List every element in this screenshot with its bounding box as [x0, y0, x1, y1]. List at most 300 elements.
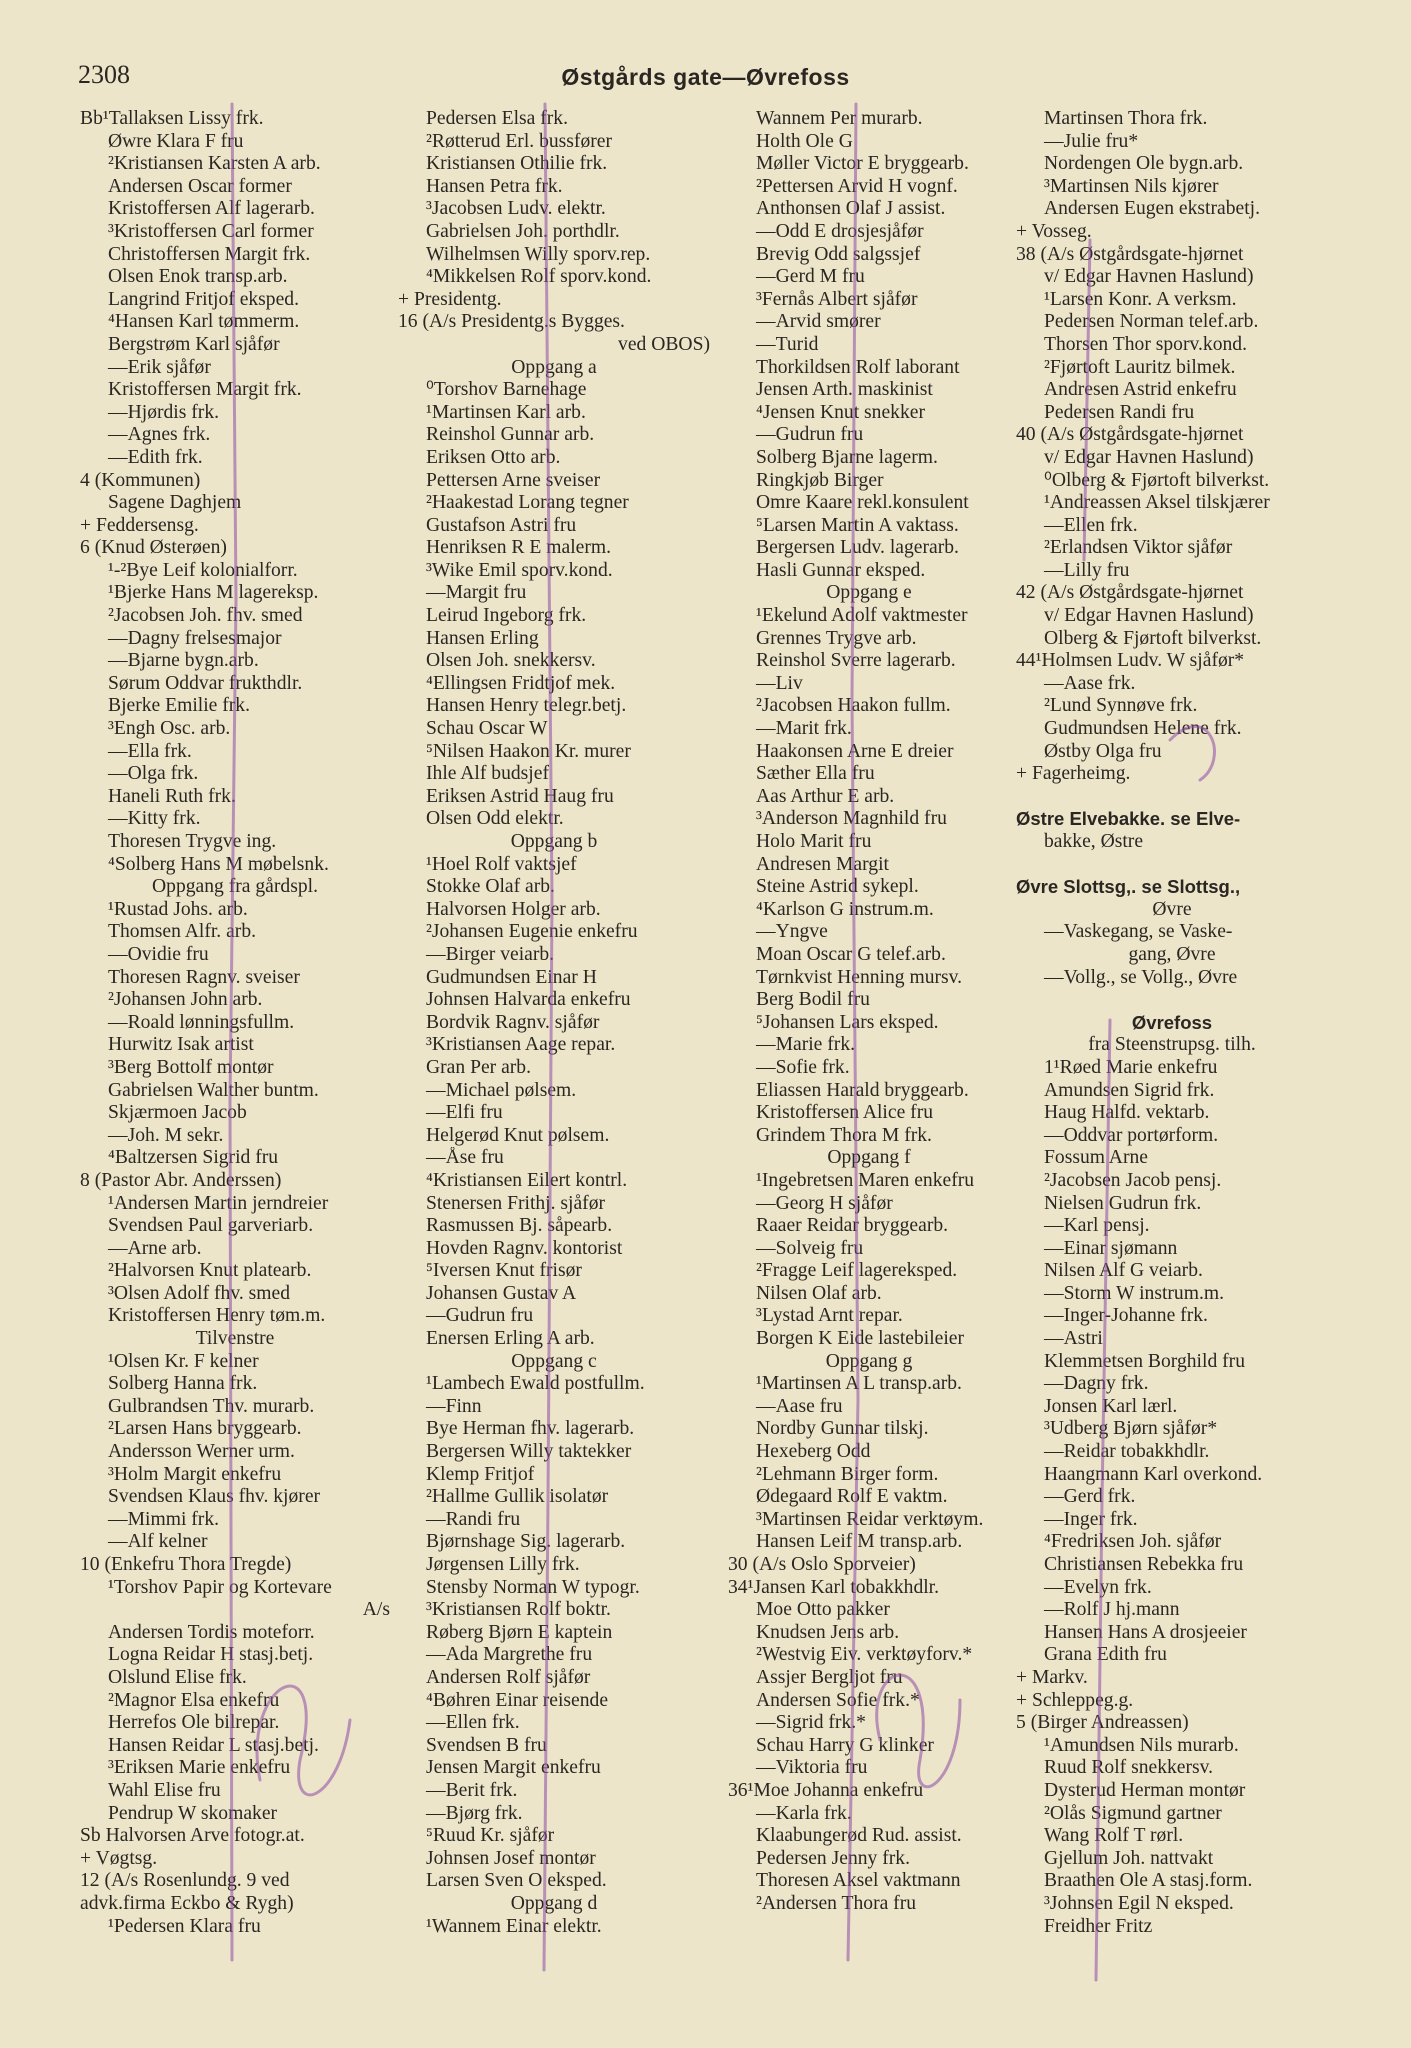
directory-entry: Østby Olga fru	[1044, 740, 1162, 762]
directory-entry: Svendsen Paul garveriarb.	[108, 1215, 314, 1237]
directory-entry: Nilsen Alf G veiarb.	[1044, 1260, 1203, 1282]
directory-entry: ¹-²Bye Leif kolonialforr.	[108, 559, 298, 581]
directory-entry: Andersen Rolf sjåfør	[426, 1666, 591, 1688]
directory-entry: ²Kristiansen Karsten A arb.	[108, 153, 321, 175]
directory-entry: Schau Harry G klinker	[756, 1734, 934, 1756]
directory-entry: ⁴Fredriksen Joh. sjåfør	[1044, 1531, 1222, 1553]
directory-entry: Pedersen Elsa frk.	[426, 108, 569, 129]
directory-entry: —Evelyn frk.	[1044, 1576, 1152, 1598]
directory-entry: ⁴Solberg Hans M møbelsnk.	[108, 853, 329, 875]
directory-entry: A/s	[362, 1599, 390, 1621]
directory-entry: ⁵Johansen Lars eksped.	[756, 1011, 939, 1033]
directory-entry: —Edith frk.	[108, 446, 203, 468]
directory-entry: Gran Per arb.	[426, 1056, 532, 1078]
directory-entry: Stokke Olaf arb.	[426, 876, 555, 898]
directory-entry: ¹Pedersen Klara fru	[108, 1915, 261, 1937]
directory-entry: Thoresen Aksel vaktmann	[756, 1870, 961, 1892]
directory-entry: Ruud Rolf snekkersv.	[1044, 1757, 1214, 1779]
directory-entry: Øvrefoss	[1131, 1011, 1213, 1033]
directory-entry: 36¹Moe Johanna enkefru	[728, 1779, 924, 1801]
directory-entry: 40 (A/s Østgårdsgate-hjørnet	[1016, 424, 1244, 446]
directory-entry: —Bjørg frk.	[426, 1802, 523, 1824]
directory-entry: ¹Bjerke Hans M lagereksp.	[108, 582, 319, 604]
directory-entry: —Viktoria fru	[756, 1757, 868, 1779]
directory-entry: Bb¹Tallaksen Lissy frk.	[80, 108, 264, 129]
directory-entry: ²Røtterud Erl. bussfører	[426, 130, 612, 152]
directory-entry: ²Lehmann Birger form.	[756, 1463, 939, 1485]
directory-entry: Skjærmoen Jacob	[108, 1102, 247, 1124]
directory-entry: Oppgang e	[826, 582, 912, 604]
directory-entry: Sb Halvorsen Arve fotogr.at.	[80, 1825, 305, 1847]
directory-entry: Svendsen Klaus fhv. kjører	[108, 1486, 321, 1508]
directory-entry: Nordengen Ole bygn.arb.	[1044, 153, 1244, 175]
directory-entry: —Georg H sjåfør	[756, 1192, 893, 1214]
directory-entry: —Lilly fru	[1044, 559, 1130, 581]
directory-entry: Grennes Trygve arb.	[756, 627, 917, 649]
directory-entry: Braathen Ole A stasj.form.	[1044, 1870, 1253, 1892]
directory-entry: ²Erlandsen Viktor sjåfør	[1044, 537, 1233, 559]
directory-entry: ⁰Olberg & Fjørtoft bilverkst.	[1044, 469, 1270, 491]
directory-entry: —Vaskegang, se Vaske-	[1044, 921, 1233, 943]
directory-entry: ²Andersen Thora fru	[756, 1892, 917, 1914]
directory-entry: —Arne arb.	[108, 1237, 202, 1259]
directory-entry: Holo Marit fru	[756, 831, 872, 852]
directory-entry: Oppgang c	[511, 1350, 597, 1372]
directory-entry: Røberg Bjørn E kaptein	[426, 1621, 613, 1643]
directory-entry: ²Pettersen Arvid H vognf.	[756, 175, 958, 197]
directory-entry: Gudmundsen Helene frk.	[1044, 718, 1242, 740]
directory-entry: —Hjørdis frk.	[108, 401, 220, 423]
directory-entry: Pedersen Norman telef.arb.	[1044, 311, 1259, 333]
directory-entry: fra Steenstrupsg. tilh.	[1088, 1034, 1256, 1056]
directory-entry: —Inger frk.	[1044, 1508, 1138, 1530]
directory-entry: Rasmussen Bj. såpearb.	[426, 1215, 613, 1237]
directory-entry: ¹Olsen Kr. F kelner	[108, 1350, 259, 1372]
directory-entry: —Kitty frk.	[108, 808, 201, 830]
directory-entry: ³Anderson Magnhild fru	[756, 808, 947, 830]
directory-entry: —Gerd frk.	[1044, 1486, 1136, 1508]
directory-entry: ⁵Larsen Martin A vaktass.	[756, 514, 959, 536]
directory-entry: ¹Lambech Ewald postfullm.	[426, 1373, 645, 1395]
directory-entry: Tørnkvist Henning mursv.	[756, 966, 963, 988]
directory-entry: ⁴Jensen Knut snekker	[756, 401, 925, 423]
directory-entry: —Ada Margrethe fru	[426, 1644, 593, 1666]
directory-entry: Thorsen Thor sporv.kond.	[1044, 333, 1247, 355]
directory-entry: Sagene Daghjem	[108, 492, 242, 514]
directory-entry: ²Fjørtoft Lauritz bilmek.	[1044, 356, 1236, 378]
directory-entry: —Berit frk.	[426, 1779, 518, 1801]
directory-entry: v/ Edgar Havnen Haslund)	[1044, 266, 1254, 288]
directory-entry: + Schleppeg.g.	[1016, 1689, 1134, 1711]
directory-entry: Amundsen Sigrid frk.	[1044, 1079, 1215, 1101]
directory-entry: Solberg Hanna frk.	[108, 1373, 258, 1395]
directory-entry: —Dagny frk.	[1044, 1373, 1149, 1395]
directory-entry: Raaer Reidar bryggearb.	[756, 1215, 949, 1237]
directory-entry: —Reidar tobakkhdlr.	[1044, 1441, 1210, 1463]
directory-entry: Pedersen Randi fru	[1044, 401, 1195, 423]
directory-entry	[1016, 989, 1328, 1012]
directory-entry: ³Kristiansen Aage repar.	[426, 1034, 616, 1056]
directory-entry: —Ovidie fru	[108, 943, 209, 965]
directory-entry: Eliassen Harald bryggearb.	[756, 1079, 969, 1101]
directory-entry: Klemp Fritjof	[426, 1463, 535, 1485]
directory-entry: Haug Halfd. vektarb.	[1044, 1102, 1210, 1124]
directory-entry: —Aase frk.	[1044, 672, 1136, 694]
directory-entry: + Vosseg.	[1016, 220, 1092, 242]
directory-entry: 16 (A/s Presidentg.s Bygges.	[398, 311, 625, 333]
directory-entry: Oppgang g	[825, 1350, 913, 1372]
directory-entry: ⁰Torshov Barnehage	[426, 379, 587, 401]
directory-entry: —Odd E drosjesjåfør	[756, 220, 924, 242]
directory-entry: —Dagny frelsesmajor	[108, 627, 282, 649]
directory-entry: ¹Torshov Papir og Kortevare	[108, 1576, 332, 1598]
directory-entry: Assjer Bergljot fru	[756, 1666, 903, 1688]
directory-entry: 30 (A/s Oslo Sporveier)	[728, 1554, 916, 1575]
directory-entry: Gjellum Joh. nattvakt	[1044, 1847, 1214, 1869]
directory-entry: Wahl Elise fru	[108, 1779, 221, 1801]
directory-entry: Thoresen Trygve ing.	[108, 831, 277, 852]
directory-entry: ¹Andreassen Aksel tilskjærer	[1044, 492, 1270, 514]
directory-entry: ³Lystad Arnt repar.	[756, 1305, 903, 1327]
directory-entry: Pettersen Arne sveiser	[426, 469, 601, 491]
directory-entry: —Joh. M sekr.	[108, 1124, 224, 1146]
directory-entry: Haangmann Karl overkond.	[1044, 1463, 1263, 1485]
directory-entry: Halvorsen Holger arb.	[426, 898, 601, 920]
directory-entry: Hurwitz Isak artist	[108, 1034, 254, 1056]
directory-entry: Kristoffersen Henry tøm.m.	[108, 1305, 326, 1327]
directory-entry: ²Johansen Eugenie enkefru	[426, 921, 638, 943]
directory-entry: —Einar sjømann	[1044, 1237, 1178, 1259]
directory-entry: Ihle Alf budsjef	[426, 763, 549, 785]
directory-entry: ³Eriksen Marie enkefru	[108, 1757, 291, 1779]
directory-entry: ²Jacobsen Haakon fullm.	[756, 695, 951, 717]
directory-entry: 6 (Knud Østerøen)	[80, 537, 227, 559]
directory-entry: Steine Astrid sykepl.	[756, 876, 919, 898]
directory-entry: —Birger veiarb.	[426, 943, 555, 965]
directory-entry: Thorkildsen Rolf laborant	[756, 356, 960, 378]
directory-entry: Borgen K Eide lastebileier	[756, 1328, 965, 1350]
directory-entry: Christoffersen Margit frk.	[108, 243, 311, 265]
directory-entry: + Fagerheimg.	[1016, 763, 1131, 785]
directory-entry: ⁴Hansen Karl tømmerm.	[108, 311, 300, 333]
directory-entry: Reinshol Gunnar arb.	[426, 424, 595, 446]
directory-entry: —Ella frk.	[108, 740, 192, 762]
directory-entry: —Julie fru*	[1044, 130, 1139, 152]
directory-entry: —Roald lønningsfullm.	[108, 1011, 295, 1033]
directory-entry: Solberg Bjarne lagerm.	[756, 446, 938, 468]
directory-entry: Jensen Arth. maskinist	[756, 379, 933, 401]
directory-entry: Herrefos Ole bilrepar.	[108, 1712, 280, 1734]
directory-entry: Leirud Ingeborg frk.	[426, 605, 587, 627]
directory-entry: Nordby Gunnar tilskj.	[756, 1418, 929, 1440]
directory-entry: advk.firma Eckbo & Rygh)	[80, 1892, 294, 1914]
directory-entry: Grana Edith fru	[1044, 1644, 1167, 1666]
directory-entry: ¹Rustad Johs. arb.	[108, 898, 248, 920]
directory-entry: Wang Rolf T rørl.	[1044, 1825, 1184, 1847]
directory-entry: —Vollg., se Vollg., Øvre	[1044, 966, 1238, 988]
directory-entry: Jonsen Karl lærl.	[1044, 1395, 1178, 1417]
directory-entry	[1016, 854, 1328, 877]
directory-entry: Olslund Elise frk.	[108, 1666, 247, 1688]
directory-entry: ⁵Nilsen Haakon Kr. murer	[426, 740, 631, 762]
directory-entry: + Markv.	[1016, 1666, 1088, 1688]
directory-entry: —Erik sjåfør	[108, 356, 211, 378]
directory-entry: 34¹Jansen Karl tobakkhdlr.	[728, 1576, 940, 1598]
directory-entry: ¹Andersen Martin jerndreier	[108, 1192, 329, 1214]
directory-entry: Eriksen Otto arb.	[426, 446, 561, 468]
directory-entry: Wannem Per murarb.	[756, 108, 923, 129]
directory-entry: Ringkjøb Birger	[756, 469, 884, 491]
directory-entry: ²Larsen Hans bryggearb.	[108, 1418, 302, 1440]
directory-entry: ³Johnsen Egil N eksped.	[1044, 1892, 1234, 1914]
directory-entry: ¹Wannem Einar elektr.	[426, 1915, 602, 1937]
directory-entry: Helgerød Knut pølsem.	[426, 1124, 610, 1146]
directory-entry: ⁴Kristiansen Eilert kontrl.	[426, 1169, 628, 1191]
directory-entry: Hansen Hans A drosjeeier	[1044, 1621, 1247, 1643]
directory-entry	[1016, 786, 1328, 809]
directory-entry: Christiansen Rebekka fru	[1044, 1554, 1244, 1575]
directory-entry: 5 (Birger Andreassen)	[1016, 1712, 1189, 1734]
directory-entry: ⁴Ellingsen Fridtjof mek.	[426, 672, 616, 694]
directory-entry: —Agnes frk.	[108, 424, 211, 446]
directory-entry: 1¹Røed Marie enkefru	[1044, 1056, 1218, 1078]
directory-entry: ved OBOS)	[618, 333, 710, 355]
directory-entry: ³Martinsen Nils kjører	[1044, 175, 1219, 197]
directory-entry: —Storm W instrum.m.	[1044, 1282, 1224, 1304]
directory-entry: Logna Reidar H stasj.betj.	[108, 1644, 314, 1666]
directory-entry: —Åse fru	[426, 1147, 504, 1169]
directory-entry: ⁴Bøhren Einar reisende	[426, 1689, 609, 1711]
directory-entry: Oppgang f	[827, 1147, 911, 1169]
directory-entry: Gudmundsen Einar H	[426, 966, 597, 988]
directory-entry: Schau Oscar W	[426, 718, 548, 740]
directory-entry: Martinsen Thora frk.	[1044, 108, 1208, 129]
directory-entry: —Olga frk.	[108, 763, 199, 785]
directory-entry: Sørum Oddvar frukthdlr.	[108, 672, 303, 694]
directory-entry: Hansen Reidar L stasj.betj.	[108, 1734, 319, 1756]
directory-entry: Enersen Erling A arb.	[426, 1328, 595, 1350]
directory-entry: Haakonsen Arne E dreier	[756, 740, 954, 762]
directory-entry: Kristiansen Othilie frk.	[426, 153, 608, 175]
directory-entry: ⁴Karlson G instrum.m.	[756, 898, 934, 920]
directory-entry: Olsen Joh. snekkersv.	[426, 650, 596, 672]
directory-entry: ³Berg Bottolf montør	[108, 1056, 274, 1078]
directory-entry: —Sigrid frk.*	[756, 1712, 866, 1734]
directory-entry: ³Kristiansen Rolf boktr.	[426, 1599, 611, 1621]
directory-entry: Bye Herman fhv. lagerarb.	[426, 1418, 635, 1440]
directory-entry: Moe Otto pakker	[756, 1599, 890, 1621]
directory-entry: —Bjarne bygn.arb.	[108, 650, 259, 672]
directory-entry: Thomsen Alfr. arb.	[108, 921, 257, 943]
directory-entry: 12 (A/s Rosenlundg. 9 ved	[80, 1870, 290, 1892]
directory-entry: Hexeberg Odd	[756, 1441, 871, 1463]
page-header: Østgårds gate—Øvrefoss	[561, 64, 850, 90]
directory-entry: Gabrielsen Walther buntm.	[108, 1079, 319, 1101]
directory-entry: —Finn	[426, 1395, 482, 1417]
directory-entry: Holth Ole G	[756, 130, 853, 152]
directory-entry: —Margit fru	[426, 582, 527, 604]
directory-entry: + Presidentg.	[398, 288, 502, 310]
directory-entry: Oppgang fra gårdspl.	[152, 876, 318, 898]
directory-entry: ²Jacobsen Joh. fhv. smed	[108, 605, 303, 627]
directory-entry: Øwre Klara F fru	[108, 130, 244, 152]
directory-entry: gang, Øvre	[1128, 943, 1216, 965]
directory-entry: —Elfi fru	[426, 1102, 503, 1124]
directory-entry: Dysterud Herman montør	[1044, 1779, 1246, 1801]
directory-entry: 8 (Pastor Abr. Anderssen)	[80, 1169, 282, 1191]
directory-entry: Bergersen Willy taktekker	[426, 1441, 632, 1463]
directory-entry: Gustafson Astri fru	[426, 514, 577, 536]
directory-entry: Fossum Arne	[1044, 1147, 1148, 1169]
directory-entry: —Astri	[1044, 1328, 1103, 1350]
directory-entry: + Vøgtsg.	[80, 1847, 158, 1869]
directory-entry: ¹Martinsen Karl arb.	[426, 401, 586, 423]
directory-entry: Møller Victor E bryggearb.	[756, 153, 969, 175]
directory-entry: Johansen Gustav A	[426, 1282, 577, 1304]
directory-entry: ³Olsen Adolf fhv. smed	[108, 1282, 291, 1304]
directory-entry: Grindem Thora M frk.	[756, 1124, 932, 1146]
directory-entry: —Mimmi frk.	[108, 1508, 220, 1530]
directory-entry: Larsen Sven O eksped.	[426, 1870, 607, 1892]
directory-entry: ³Holm Margit enkefru	[108, 1463, 282, 1485]
column-2	[398, 108, 710, 1938]
directory-entry: Eriksen Astrid Haug fru	[426, 785, 614, 807]
directory-entry: —Ellen frk.	[1044, 514, 1138, 536]
directory-entry: Gulbrandsen Thv. murarb.	[108, 1395, 315, 1417]
directory-entry: Andresen Astrid enkefru	[1044, 379, 1237, 401]
directory-entry: ²Haakestad Lorang tegner	[426, 492, 629, 514]
directory-entry: Hansen Henry telegr.betj.	[426, 695, 627, 717]
directory-entry: Kristoffersen Alice fru	[756, 1102, 934, 1124]
directory-entry: Oppgang d	[510, 1892, 598, 1914]
directory-entry: —Liv	[756, 672, 803, 694]
directory-entry: ¹Martinsen A L transp.arb.	[756, 1373, 962, 1395]
directory-entry: Jensen Margit enkefru	[426, 1757, 601, 1779]
directory-entry: Wilhelmsen Willy sporv.rep.	[426, 243, 651, 265]
directory-entry: ³Udberg Bjørn sjåfør*	[1044, 1418, 1218, 1440]
directory-entry: Bjerke Emilie frk.	[108, 695, 251, 717]
directory-entry: ²Magnor Elsa enkefru	[108, 1689, 280, 1711]
directory-entry: Anthonsen Olaf J assist.	[756, 198, 946, 220]
directory-entry: —Marit frk.	[756, 718, 852, 740]
directory-entry: —Gudrun fru	[426, 1305, 534, 1327]
directory-entry: 10 (Enkefru Thora Tregde)	[80, 1554, 292, 1575]
directory-entry: ²Johansen John arb.	[108, 989, 263, 1011]
directory-entry: + Feddersensg.	[80, 514, 199, 536]
directory-entry: —Karla frk.	[756, 1802, 852, 1824]
directory-entry: Knudsen Jens arb.	[756, 1621, 900, 1643]
directory-entry: v/ Edgar Havnen Haslund)	[1044, 605, 1254, 627]
directory-entry: ³Engh Osc. arb.	[108, 718, 231, 740]
directory-entry: Nilsen Olaf arb.	[756, 1282, 882, 1304]
directory-entry: Klaabungerød Rud. assist.	[756, 1825, 962, 1847]
directory-entry: ²Lund Synnøve frk.	[1044, 695, 1198, 717]
directory-entry: ⁵Ruud Kr. sjåfør	[426, 1825, 555, 1847]
directory-entry: Bergersen Ludv. lagerarb.	[756, 537, 959, 559]
directory-entry: Hansen Erling	[426, 627, 539, 649]
directory-entry: —Arvid smører	[756, 311, 881, 333]
directory-entry: Hansen Leif M transp.arb.	[756, 1531, 963, 1553]
directory-entry: Moan Oscar G telef.arb.	[756, 943, 946, 965]
directory-entry: ⁵Iversen Knut frisør	[426, 1260, 582, 1282]
directory-entry: Oppgang a	[511, 356, 597, 378]
directory-entry: Svendsen B fru	[426, 1734, 547, 1756]
directory-entry: Reinshol Sverre lagerarb.	[756, 650, 956, 672]
column-4	[1016, 108, 1328, 1938]
directory-entry: Hovden Ragnv. kontorist	[426, 1237, 623, 1259]
directory-entry: Hansen Petra frk.	[426, 175, 563, 197]
directory-entry: Omre Kaare rekl.konsulent	[756, 492, 969, 514]
directory-entry: Sæther Ella fru	[756, 763, 875, 785]
directory-entry: Pendrup W skomaker	[108, 1802, 278, 1824]
directory-entry: Olsen Odd elektr.	[426, 808, 564, 830]
directory-entry: Stensby Norman W typogr.	[426, 1576, 640, 1598]
directory-entry: Tilvenstre	[195, 1328, 275, 1350]
directory-entry: Andersen Oscar former	[108, 175, 292, 197]
directory-entry: 44¹Holmsen Ludv. W sjåfør*	[1016, 650, 1245, 672]
directory-entry: Øvre	[1152, 898, 1192, 920]
directory-entry: Nielsen Gudrun frk.	[1044, 1192, 1202, 1214]
column-1	[80, 108, 390, 1938]
directory-entry: —Aase fru	[756, 1395, 843, 1417]
page-number: 2308	[78, 60, 130, 89]
directory-entry: ¹Hoel Rolf vaktsjef	[426, 853, 577, 875]
directory-entry: Andersen Sofie frk.*	[756, 1689, 920, 1711]
directory-entry: Gabrielsen Joh. porthdlr.	[426, 220, 620, 242]
directory-entry: Kristoffersen Margit frk.	[108, 379, 302, 401]
directory-entry: ¹Larsen Konr. A verksm.	[1044, 288, 1237, 310]
directory-entry: ²Olås Sigmund gartner	[1044, 1802, 1222, 1824]
directory-entry: —Turid	[756, 333, 819, 355]
directory-entry: Aas Arthur E arb.	[756, 785, 895, 807]
directory-entry: —Randi fru	[426, 1508, 521, 1530]
directory-entry: ²Westvig Eiv. verktøyforv.*	[756, 1644, 973, 1666]
directory-entry: —Sofie frk.	[756, 1056, 850, 1078]
directory-entry: Johnsen Josef montør	[426, 1847, 596, 1869]
directory-entry: 38 (A/s Østgårdsgate-hjørnet	[1016, 243, 1244, 265]
directory-entry: Johnsen Halvarda enkefru	[426, 989, 631, 1011]
directory-entry: bakke, Østre	[1044, 831, 1144, 852]
directory-entry: v/ Edgar Havnen Haslund)	[1044, 446, 1254, 468]
directory-entry: —Karl pensj.	[1044, 1215, 1150, 1237]
directory-entry: Freidher Fritz	[1044, 1915, 1153, 1937]
directory-entry: —Yngve	[756, 921, 828, 943]
directory-entry: Østre Elvebakke. se Elve-	[1016, 808, 1241, 830]
directory-entry: Berg Bodil fru	[756, 989, 870, 1011]
directory-entry: Olsen Enok transp.arb.	[108, 266, 288, 288]
directory-entry: ³Wike Emil sporv.kond.	[426, 559, 613, 581]
directory-entry: ²Hallme Gullik isolatør	[426, 1486, 609, 1508]
directory-entry: Olberg & Fjørtoft bilverkst.	[1044, 627, 1262, 649]
directory-entry: Haneli Ruth frk.	[108, 785, 236, 807]
directory-entry: —Gerd M fru	[756, 266, 865, 288]
directory-entry: Oppgang b	[510, 831, 598, 852]
directory-entry: Stenersen Frithj. sjåfør	[426, 1192, 606, 1214]
directory-entry: ³Jacobsen Ludv. elektr.	[426, 198, 606, 220]
directory-entry: —Alf kelner	[108, 1531, 208, 1553]
directory-entry: Thoresen Ragnv. sveiser	[108, 966, 300, 988]
directory-entry: ²Jacobsen Jacob pensj.	[1044, 1169, 1222, 1191]
directory-entry: ¹Ekelund Adolf vaktmester	[756, 605, 968, 627]
directory-entry: ⁴Baltzersen Sigrid fru	[108, 1147, 279, 1169]
directory-entry: Pedersen Jenny frk.	[756, 1847, 910, 1869]
directory-entry: 4 (Kommunen)	[80, 469, 201, 491]
directory-entry: Langrind Fritjof eksped.	[108, 288, 300, 310]
directory-entry: Klemmetsen Borghild fru	[1044, 1350, 1245, 1372]
directory-entry: Bergstrøm Karl sjåfør	[108, 333, 280, 355]
directory-entry: Bordvik Ragnv. sjåfør	[426, 1011, 600, 1033]
directory-entry: Henriksen R E malerm.	[426, 537, 612, 559]
